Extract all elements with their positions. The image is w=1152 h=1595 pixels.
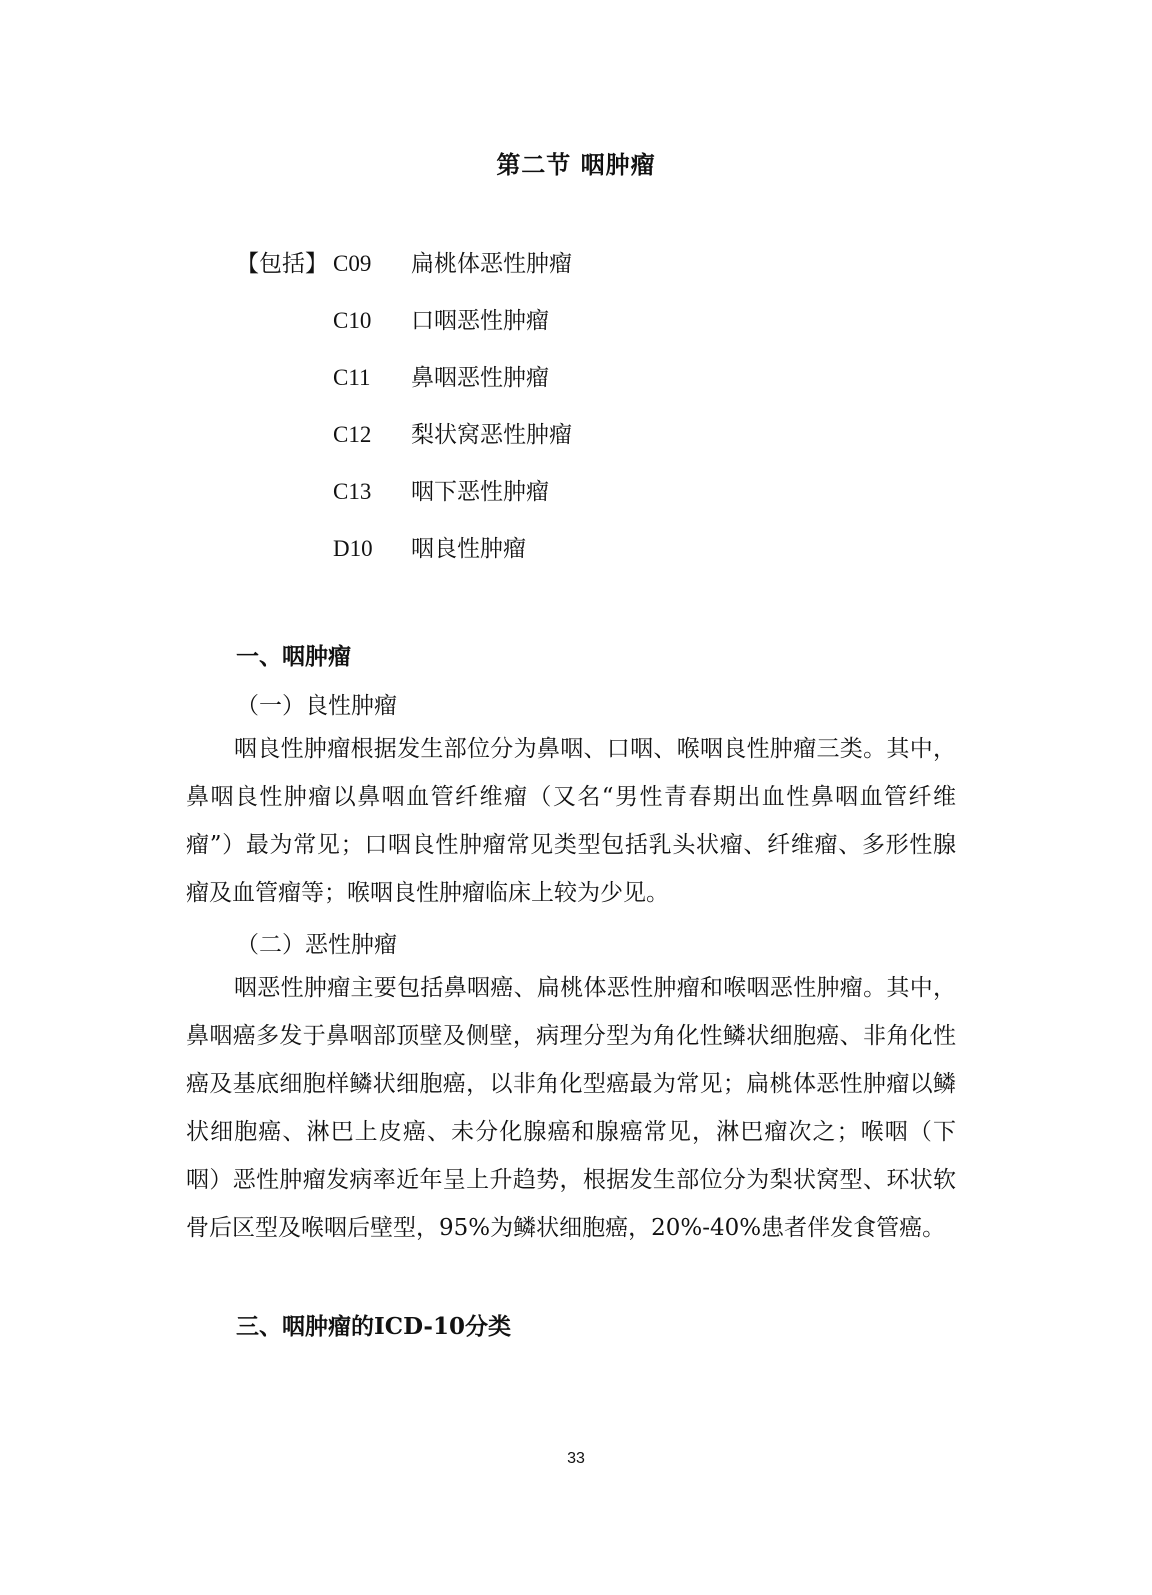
icd-code: D10 xyxy=(333,536,373,561)
icd-code: C13 xyxy=(333,479,372,504)
page-number: 33 xyxy=(567,1450,585,1467)
icd-code: C09 xyxy=(333,251,372,276)
icd-code: C12 xyxy=(333,422,372,447)
icd-description: 鼻咽恶性肿瘤 xyxy=(411,365,549,391)
icd-code: C10 xyxy=(333,308,372,333)
malignant-subheading: （二）恶性肿瘤 xyxy=(236,932,397,958)
part1-heading: 一、咽肿瘤 xyxy=(236,643,351,670)
icd-description: 梨状窝恶性肿瘤 xyxy=(411,422,572,448)
icd-description: 扁桃体恶性肿瘤 xyxy=(411,251,572,277)
icd-description: 咽下恶性肿瘤 xyxy=(411,479,549,505)
benign-subheading: （一）良性肿瘤 xyxy=(236,693,397,719)
icd-description: 口咽恶性肿瘤 xyxy=(411,308,549,334)
icd-code: C11 xyxy=(333,365,371,390)
icd-description: 咽良性肿瘤 xyxy=(411,536,526,562)
benign-paragraph: 咽良性肿瘤根据发生部位分为鼻咽、口咽、喉咽良性肿瘤三类。其中，鼻咽良性肿瘤以鼻咽血管纤维瘤（又名“男性青春期出血性鼻咽血管纤维瘤”）最为常见；口咽良性肿瘤常见类型包括乳头状瘤、纤维瘤、多形性腺瘤及血管瘤等；喉咽良性肿瘤临床上较为少见。 xyxy=(186,736,956,906)
malignant-paragraph: 咽恶性肿瘤主要包括鼻咽癌、扁桃体恶性肿瘤和喉咽恶性肿瘤。其中，鼻咽癌多发于鼻咽部顶壁及侧壁，病理分型为角化性鳞状细胞癌、非角化性癌及基底细胞样鳞状细胞癌，以非角化型癌最为常见；扁桃体恶性肿瘤以鳞状细胞癌、淋巴上皮癌、未分化腺癌和腺癌常见，淋巴瘤次之；喉咽（下咽）恶性肿瘤发病率近年呈上升趋势，根据发生部位分为梨状窝型、环状软骨后区型及喉咽后壁型，95%为鳞状细胞癌，20%-40%患者伴发食管癌。 xyxy=(186,975,956,1241)
include-tag: 【包括】 xyxy=(236,251,328,277)
section-title: 第二节 咽肿瘤 xyxy=(496,150,656,179)
part3-heading: 三、咽肿瘤的ICD-10分类 xyxy=(236,1313,511,1340)
